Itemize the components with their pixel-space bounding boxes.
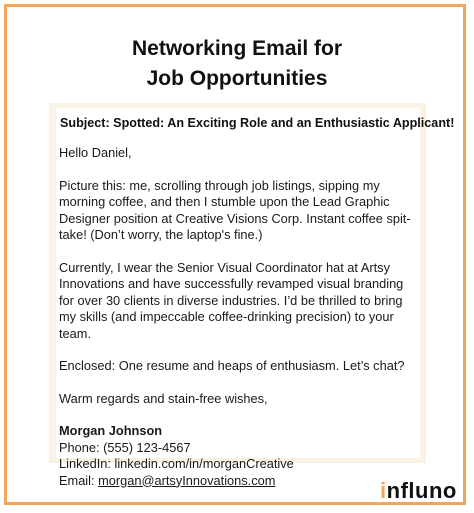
signature-email-line [59,473,420,490]
email-paragraph-2: Currently, I wear the Senior Visual Coordinator hat at Artsy Innovations and have successfully revamped visual branding for over 30 clients in diverse industries. I’d be thrilled to bring my skills (and impeccable coffee-drinking precision) to your team. [59,259,404,341]
signature-phone: Phone: (555) 123-4567 [59,439,191,455]
signature-linkedin: LinkedIn: linkedin.com/in/morganCreative [59,456,294,471]
logo-accent-letter: i [380,478,387,503]
title-line-2: Job Opportunities [146,67,328,90]
page-title [0,34,474,94]
email-greeting: Hello Daniel, [59,145,132,160]
signature-email-label: Email: [59,472,99,488]
logo-text: nfluno [386,478,457,503]
brand-logo [380,478,457,504]
signature-email-link[interactable]: morgan@artsyInnovations.com [98,472,276,488]
email-closing: Warm regards and stain-free wishes, [59,390,268,406]
email-subject-bar [56,108,455,138]
email-subject: Subject: Spotted: An Exciting Role and an Enthusiastic Applicant! [60,116,455,130]
title-line-1: Networking Email for [131,37,343,60]
signature-name: Morgan Johnson [59,423,163,438]
email-paragraph-3: Enclosed: One resume and heaps of enthusiasm. Let’s chat? [59,358,405,373]
email-body [56,138,420,488]
email-paragraph-1: Picture this: me, scrolling through job listings, sipping my morning coffee, and then I stumble upon the Lead Graphic Designer position at Creative Visions Corp. Instant coffee spit-take! (Don’t worry, the laptop's fine.) [59,177,411,242]
email-signature [59,423,420,489]
